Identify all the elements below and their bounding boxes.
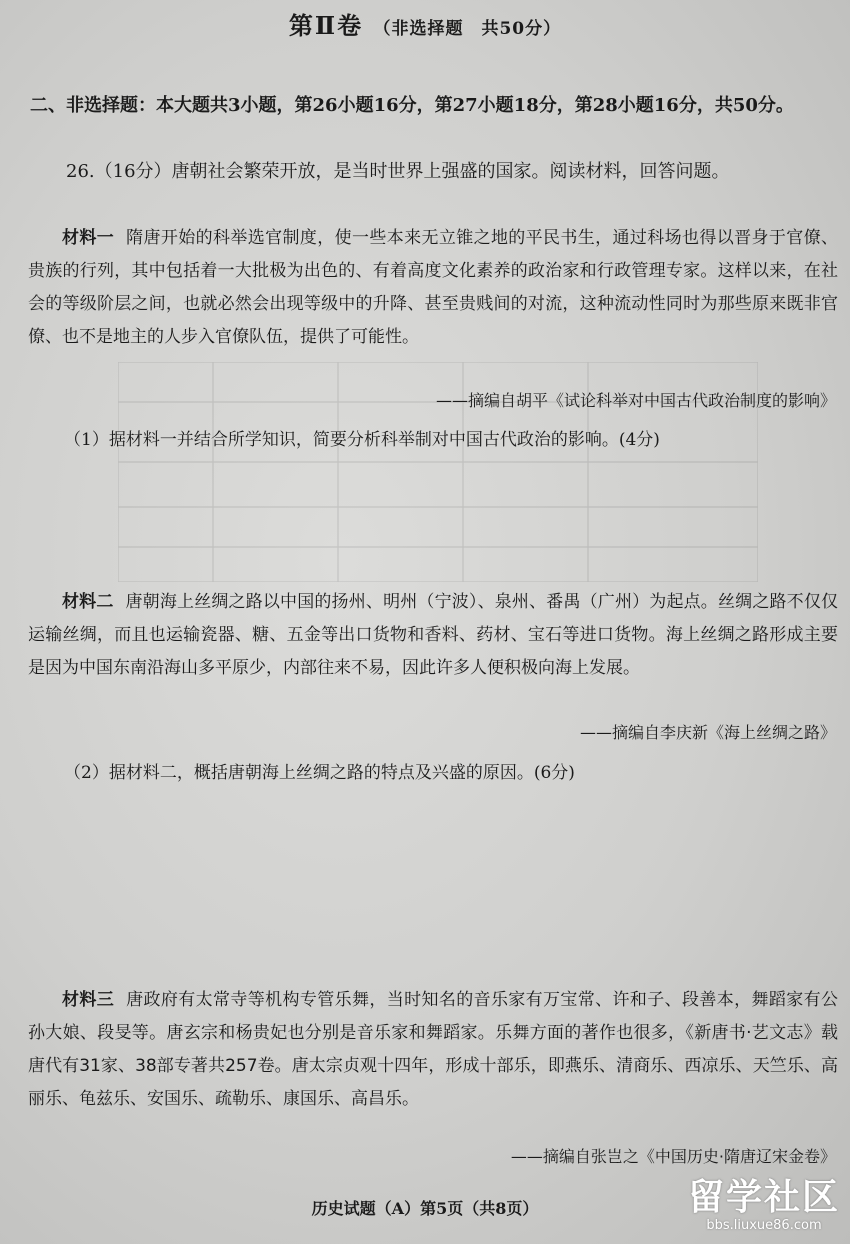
material-2-text: 唐朝海上丝绸之路以中国的扬州、明州（宁波）、泉州、番禺（广州）为起点。丝绸之路不仅仅运输丝绸，而且也运输瓷器、糖、五金等出口货物和香料、药材、宝石等进口货物。海上丝绸之路形成主要是因为中国东南沿海山多平原少，内部往来不易，因此许多人便积极向海上发展。 (28, 592, 839, 678)
material-3-text: 唐政府有太常寺等机构专管乐舞，当时知名的音乐家有万宝常、许和子、段善本，舞蹈家有公孙大娘、段旻等。唐玄宗和杨贵妃也分别是音乐家和舞蹈家。乐舞方面的著作也很多，《新唐书·艺文志》载唐代有31家、38部专著共257卷。唐太宗贞观十四年，形成十部乐，即燕乐、清商乐、西凉乐、天竺乐、高丽乐、龟兹乐、安国乐、疏勒乐、康国乐、高昌乐。 (28, 990, 839, 1109)
material-1 (28, 222, 838, 354)
site-watermark (688, 1178, 840, 1234)
watermark-brand: 留学社区 (687, 1177, 840, 1218)
material-1-text: 隋唐开始的科举选官制度，使一些本来无立锥之地的平民书生，通过科场也得以晋身于官僚、贵族的行列，其中包括着一大批极为出色的、有着高度文化素养的政治家和行政管理专家。这样以来，在社会的等级阶层之间，也就必然会出现等级中的升降、甚至贵贱间的对流，这种流动性同时为那些原来既非官僚、也不是地主的人步入官僚队伍，提供了可能性。 (28, 228, 839, 347)
volume-title-sub: （非选择题 共50分） (373, 19, 562, 39)
material-2-label: 材料二 (62, 592, 114, 612)
material-2-source: ——摘编自李庆新《海上丝绸之路》 (579, 723, 836, 742)
question-26-stem: 26.（16分）唐朝社会繁荣开放，是当时世界上强盛的国家。阅读材料，回答问题。 (66, 161, 730, 182)
material-1-source: ——摘编自胡平《试论科举对中国古代政治制度的影响》 (435, 391, 836, 410)
volume-title (0, 6, 850, 41)
section-heading: 二、非选择题：本大题共3小题，第26小题16分，第27小题18分，第28小题16分，共50分。 (30, 95, 794, 116)
page-footer: 历史试题（A）第5页（共8页） (311, 1199, 539, 1218)
question-26-1: （1）据材料一并结合所学知识，简要分析科举制对中国古代政治的影响。(4分) (64, 430, 660, 450)
material-1-label: 材料一 (62, 228, 115, 248)
watermark-url: bbs.liuxue86.com (706, 1218, 822, 1233)
material-3-label: 材料三 (62, 990, 115, 1010)
question-26-2: （2）据材料二，概括唐朝海上丝绸之路的特点及兴盛的原因。(6分) (64, 763, 575, 783)
material-3-source: ——摘编自张岂之《中国历史·隋唐辽宋金卷》 (510, 1147, 836, 1166)
volume-title-main: 第Ⅱ卷 (288, 11, 364, 40)
material-3 (28, 984, 838, 1116)
material-2 (28, 586, 838, 685)
